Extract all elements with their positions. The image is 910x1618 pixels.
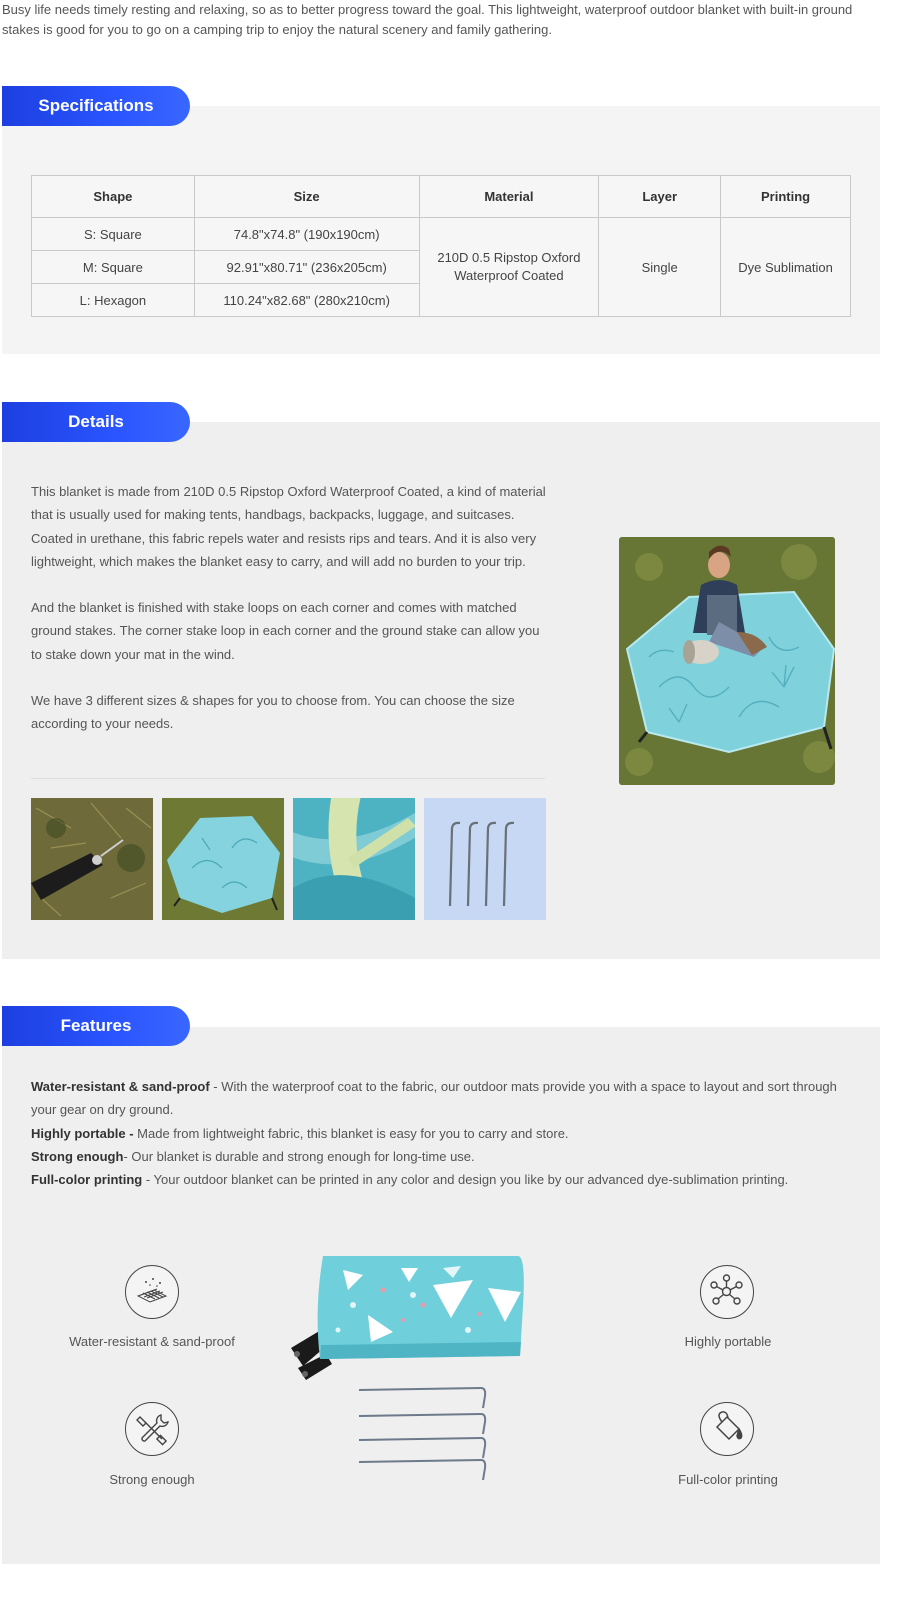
waterproof-fabric-icon <box>125 1265 179 1319</box>
intro-text: Busy life needs timely resting and relaxing, so as to better progress toward the goal. This lightweight, waterproof outdoor blanket with built-in ground stakes is good for you to go on a camping trip to enjoy the natural scenery and family gathering. <box>2 2 853 37</box>
feature-title: Strong enough <box>31 1148 124 1164</box>
feature-title: Water-resistant & sand-proof <box>31 1079 210 1094</box>
feature-title: Full-color printing <box>31 1172 143 1188</box>
feature-item <box>31 1075 851 1122</box>
feature-item <box>31 1145 851 1168</box>
shape-cell: M: Square <box>32 251 195 284</box>
feature-item <box>31 1122 851 1145</box>
details-paragraph: And the blanket is finished with stake loops on each corner and comes with matched ground stakes. The corner stake loop in each corner and the ground stake can allow you to stake down your mat in the wind. <box>31 600 540 662</box>
shape-cell: L: Hexagon <box>32 284 195 317</box>
details-paragraph: This blanket is made from 210D 0.5 Ripstop Oxford Waterproof Coated, a kind of material that is usually used for making tents, handbags, backpacks, luggage, and suitcases. Coated in urethane, this fabric repels water and resists rips and tears. And it is also very lightweight, which makes the blanket easy to carry, and will add no burden to your trip. <box>31 484 546 569</box>
header-printing: Printing <box>721 176 851 218</box>
blanket-main-photo[interactable] <box>619 537 835 785</box>
feature-text: - With the waterproof coat to the fabric, our outdoor mats provide you with a space to layout and sort through your gear on dry ground. <box>31 1079 837 1118</box>
layer-cell: Single <box>599 218 721 317</box>
feature-item <box>31 1168 851 1191</box>
details-paragraph: We have 3 different sizes & shapes for you to choose from. You can choose the size according to your needs. <box>31 693 515 732</box>
icon-label-water-resistant: Water-resistant & sand-proof <box>69 1334 235 1349</box>
folded-blanket-image <box>283 1250 528 1490</box>
header-size: Size <box>194 176 419 218</box>
header-material: Material <box>419 176 599 218</box>
specifications-tab: Specifications <box>2 86 190 126</box>
details-divider <box>31 778 545 779</box>
thumbnail-hexagon-blanket[interactable] <box>162 798 284 920</box>
feature-text: Made from lightweight fabric, this blanket is easy for you to carry and store. <box>133 1125 569 1141</box>
size-cell: 92.91"x80.71" (236x205cm) <box>194 251 419 284</box>
details-text <box>31 480 551 759</box>
details-tab: Details <box>2 402 190 442</box>
feature-text: - Your outdoor blanket can be printed in any color and design you like by our advanced dye-sublimation printing. <box>142 1172 789 1188</box>
header-shape: Shape <box>32 176 195 218</box>
icon-label-strong-enough: Strong enough <box>109 1472 195 1487</box>
thumbnail-ground-stakes[interactable] <box>424 798 546 920</box>
icon-label-highly-portable: Highly portable <box>684 1334 772 1349</box>
features-list <box>31 1075 851 1191</box>
size-cell: 74.8"x74.8" (190x190cm) <box>194 218 419 251</box>
size-cell: 110.24"x82.68" (280x210cm) <box>194 284 419 317</box>
features-tab: Features <box>2 1006 190 1046</box>
shape-cell: S: Square <box>32 218 195 251</box>
thumbnail-stake-loop[interactable] <box>31 798 153 920</box>
feature-text: - Our blanket is durable and strong enough for long-time use. <box>123 1148 475 1164</box>
material-cell: 210D 0.5 Ripstop Oxford Waterproof Coated <box>419 218 599 317</box>
table-header-row <box>32 176 851 218</box>
icon-label-full-color-printing: Full-color printing <box>678 1472 778 1487</box>
printing-cell: Dye Sublimation <box>721 218 851 317</box>
tools-icon <box>125 1402 179 1456</box>
thumbnail-fabric-closeup[interactable] <box>293 798 415 920</box>
feature-title: Highly portable - <box>31 1125 134 1141</box>
specifications-table <box>31 175 851 317</box>
network-nodes-icon <box>700 1265 754 1319</box>
paint-bucket-icon <box>700 1402 754 1456</box>
header-layer: Layer <box>599 176 721 218</box>
table-row <box>32 218 851 251</box>
